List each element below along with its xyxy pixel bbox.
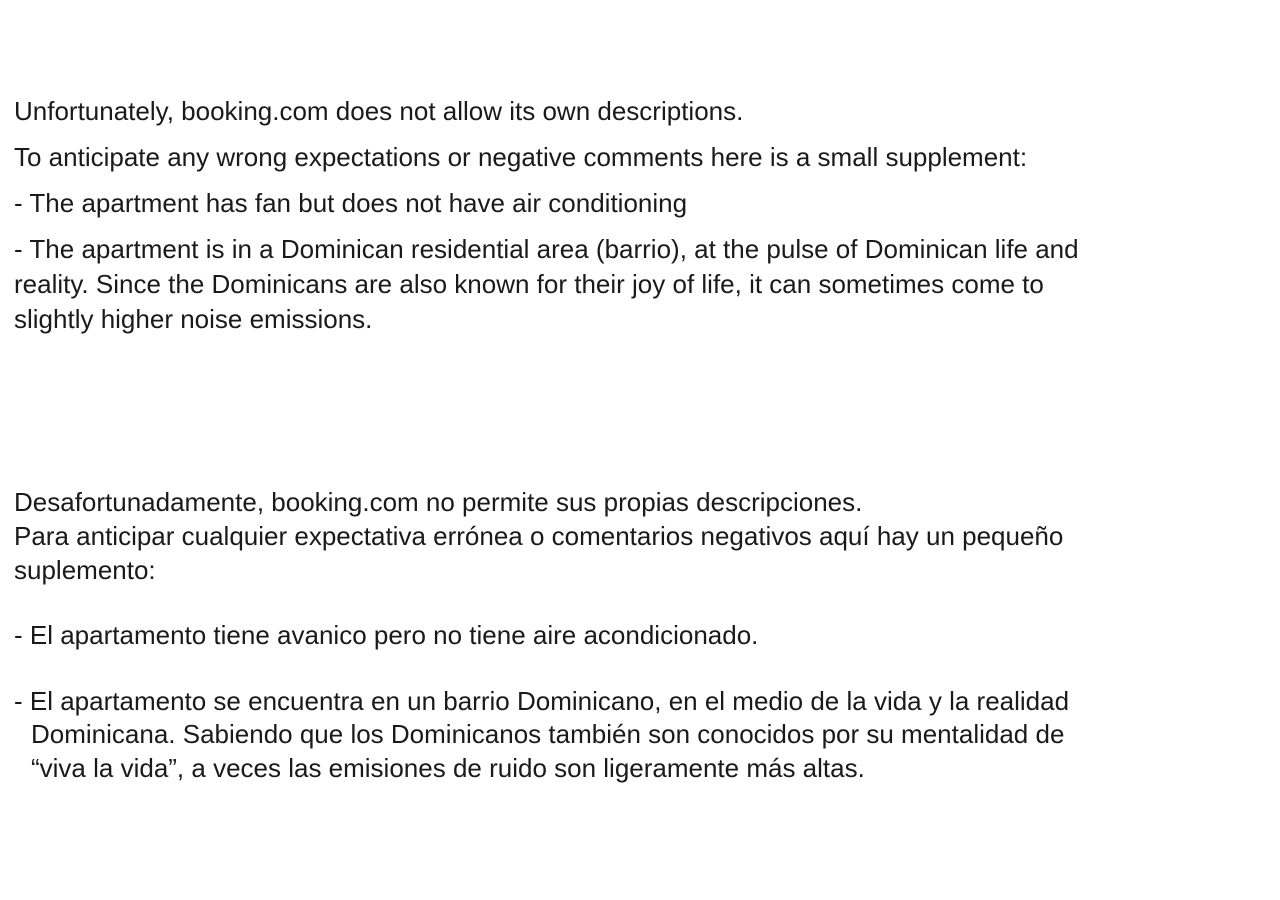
spanish-bullet-barrio-line2: Dominicana. Sabiendo que los Dominicanos también son conocidos por su mentalidad de <box>31 719 1065 749</box>
english-supplement-text: To anticipate any wrong expectations or negative comments here is a small supplement: <box>14 142 1028 172</box>
spanish-supplement-text-line1: Para anticipar cualquier expectativa errónea o comentarios negativos aquí hay un pequeño <box>14 521 1064 551</box>
english-bullet-barrio-line3: slightly higher noise emissions. <box>14 304 373 334</box>
english-bullet-barrio-line2: reality. Since the Dominicans are also known for their joy of life, it can sometimes come to <box>14 269 1044 299</box>
spanish-bullet-barrio-line1: - El apartamento se encuentra en un barrio Dominicano, en el medio de la vida y la realidad <box>14 686 1070 716</box>
spanish-supplement-text-line2: suplemento: <box>14 555 156 585</box>
english-bullet-fan: - The apartment has fan but does not have air conditioning <box>14 188 688 218</box>
spanish-intro-text: Desafortunadamente, booking.com no permite sus propias descripciones. <box>14 487 863 517</box>
english-bullet-barrio-line1: - The apartment is in a Dominican residential area (barrio), at the pulse of Dominican life and <box>14 234 1079 264</box>
spanish-bullet-fan: - El apartamento tiene avanico pero no tiene aire acondicionado. <box>14 620 759 650</box>
english-intro-text: Unfortunately, booking.com does not allow its own descriptions. <box>14 96 744 126</box>
spanish-bullet-barrio-line3: “viva la vida”, a veces las emisiones de ruido son ligeramente más altas. <box>31 753 865 783</box>
